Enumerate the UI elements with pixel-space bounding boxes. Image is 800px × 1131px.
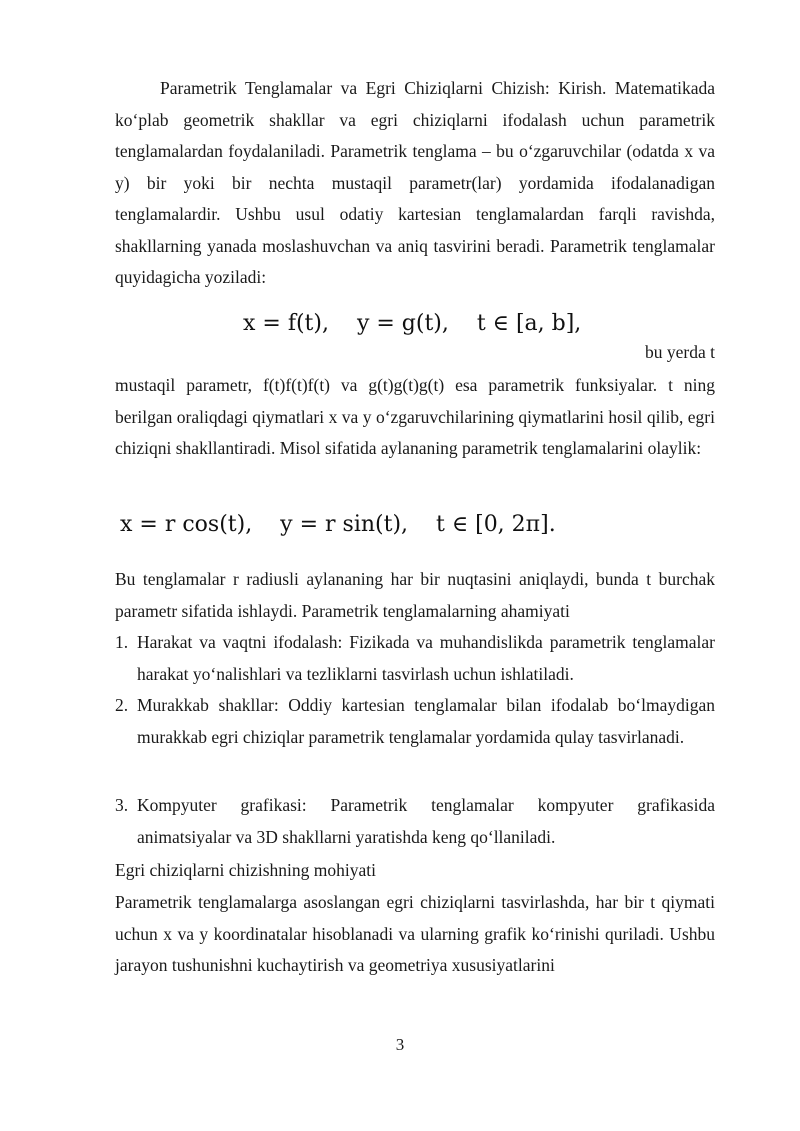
list-item-text: Murakkab shakllar: Oddiy kartesian tenglamalar bilan ifodalab bo‘lmaydigan murakkab egri chiziqlar parametrik tenglamalar yordamida qulay tasvirlanadi.: [137, 695, 715, 747]
last-paragraph: Parametrik tenglamalarga asoslangan egri chiziqlarni tasvirlashda, har bir t qiymati uchun x va y koordinatalar hisoblanadi va ularning grafik ko‘rinishi quriladi. Ushbu jarayon tushunishni kuchaytirish va geometriya xususiyatlarini: [115, 892, 715, 975]
list-item-number: 2.: [115, 695, 129, 715]
parameter-explanation-paragraph: mustaqil parametr, f(t)f(t)f(t) va g(t)g(t)g(t) esa parametrik funksiyalar. t ning berilgan oraliqdagi qiymatlari x va y o‘zgaruvchilarining qiymatlarini hosil qilib, egri chiziqni shakllantiradi. Misol sifatida aylananing parametrik tenglamalarini olaylik:: [115, 375, 715, 458]
page-number: 3: [395, 1035, 405, 1054]
list-item-text: Harakat va vaqtni ifodalash: Fizikada va muhandislikda parametrik tenglamalar harakat yo‘nalishlari va tezliklarni tasvirlash uchun ishlatiladi.: [137, 632, 715, 684]
list-item: [115, 627, 715, 690]
section-heading: Egri chiziqlarni chizishning mohiyati: [115, 860, 376, 880]
equation-general-parametric: x = f(t), y = g(t), t ∈ [a, b],: [243, 311, 582, 336]
equation-circle-parametric: x = r cos(t), y = r sin(t), t ∈ [0, 2π].: [120, 512, 556, 537]
list-item: [115, 790, 715, 853]
circle-explanation-paragraph: Bu tenglamalar r radiusli aylananing har bir nuqtasini aniqlaydi, bunda t burchak parametr sifatida ishlaydi. Parametrik tenglamalarning ahamiyati: [115, 569, 715, 621]
list-item-number: 3.: [115, 795, 129, 815]
intro-paragraph: Parametrik Tenglamalar va Egri Chiziqlarni Chizish: Kirish. Matematikada ko‘plab geometrik shakllar va egri chiziqlarni ifodalash uchun parametrik tenglamalardan foydalaniladi. Parametrik tenglama – bu o‘zgaruvchilar (odatda x va y) bir yoki bir nechta mustaqil parametr(lar) yordamida ifodalanadigan tenglamalardir. Ushbu usul odatiy kartesian tenglamalardan farqli ravishda, shakllarning yanada moslashuvchan va aniq tasvirini beradi. Parametrik tenglamalar quyidagicha yoziladi:: [115, 78, 715, 287]
list-item: [115, 690, 715, 753]
list-item-text: Kompyuter grafikasi: Parametrik tenglamalar kompyuter grafikasida animatsiyalar va 3D shakllarni yaratishda keng qo‘llaniladi.: [137, 795, 715, 847]
bu-yerda-text: bu yerda t: [645, 342, 715, 362]
list-item-number: 1.: [115, 632, 129, 652]
